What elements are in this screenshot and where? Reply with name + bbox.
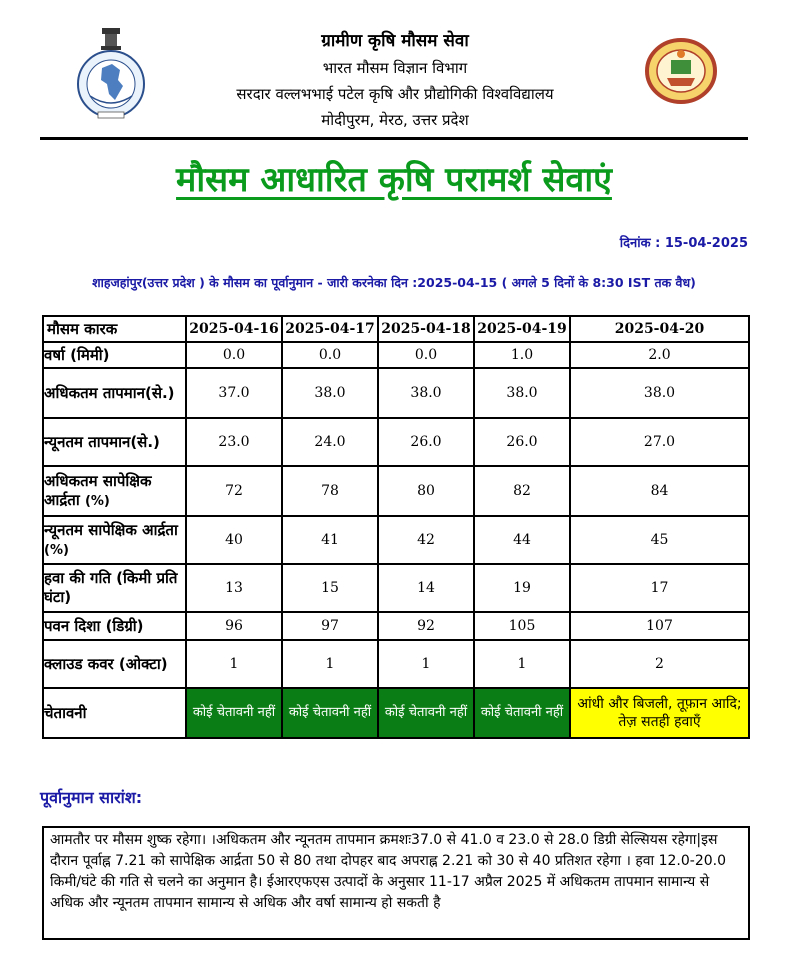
table-cell: 0.0 [186, 342, 282, 368]
table-cell: 1 [378, 640, 474, 688]
row-label: न्यूनतम तापमान(से.) [43, 418, 186, 466]
row-label: वर्षा (मिमी) [43, 342, 186, 368]
table-cell: 97 [282, 612, 378, 640]
row-label: अधिकतम तापमान(से.) [43, 368, 186, 418]
table-cell: 45 [570, 516, 749, 564]
table-row-rainfall [43, 342, 749, 368]
table-cell: 26.0 [474, 418, 570, 466]
imd-logo [72, 24, 150, 122]
table-cell: 1 [282, 640, 378, 688]
warning-cell-alert: आंधी और बिजली, तूफ़ान आदि; तेज़ सतही हवाएँ [570, 688, 749, 738]
header-divider [40, 137, 748, 140]
row-label [43, 516, 186, 564]
header-cell-date: 2025-04-20 [570, 316, 749, 342]
table-cell: 38.0 [378, 368, 474, 418]
table-cell: 13 [186, 564, 282, 612]
table-cell: 19 [474, 564, 570, 612]
warning-cell-none: कोई चेतावनी नहीं [378, 688, 474, 738]
header-location: मोदीपुरम, मेरठ, उत्तर प्रदेश [321, 111, 469, 129]
table-cell: 82 [474, 466, 570, 516]
university-logo [645, 38, 717, 104]
summary-title: पूर्वानुमान सारांश: [40, 788, 143, 807]
row-label: चेतावनी [43, 688, 186, 738]
table-row-wind-speed [43, 564, 749, 612]
table-cell: 27.0 [570, 418, 749, 466]
table-row-max-temp [43, 368, 749, 418]
table-cell: 2.0 [570, 342, 749, 368]
row-label-unit: (%) [44, 542, 69, 558]
table-cell: 96 [186, 612, 282, 640]
row-label-text: न्यूनतम सापेक्षिक आर्द्रता [44, 520, 178, 539]
table-cell: 23.0 [186, 418, 282, 466]
table-cell: 1.0 [474, 342, 570, 368]
header-cell-date: 2025-04-19 [474, 316, 570, 342]
table-row-wind-direction [43, 612, 749, 640]
forecast-table [42, 315, 750, 739]
table-cell: 107 [570, 612, 749, 640]
table-cell: 105 [474, 612, 570, 640]
header-university: सरदार वल्लभभाई पटेल कृषि और प्रौद्योगिकी विश्वविद्यालय [236, 85, 554, 103]
table-cell: 44 [474, 516, 570, 564]
row-label: हवा की गति (किमी प्रति घंटा) [43, 564, 186, 612]
page-title: मौसम आधारित कृषि परामर्श सेवाएं [176, 160, 612, 200]
table-cell: 38.0 [474, 368, 570, 418]
table-cell: 78 [282, 466, 378, 516]
table-cell: 38.0 [570, 368, 749, 418]
table-cell: 92 [378, 612, 474, 640]
table-row-cloud-cover [43, 640, 749, 688]
table-cell: 41 [282, 516, 378, 564]
table-cell: 26.0 [378, 418, 474, 466]
header-cell-date: 2025-04-17 [282, 316, 378, 342]
header-cell-date: 2025-04-16 [186, 316, 282, 342]
table-cell: 0.0 [378, 342, 474, 368]
table-cell: 80 [378, 466, 474, 516]
table-cell: 37.0 [186, 368, 282, 418]
table-cell: 24.0 [282, 418, 378, 466]
header-cell-parameter: मौसम कारक [43, 316, 186, 342]
forecast-subtitle: शाहजहांपुर(उत्तर प्रदेश ) के मौसम का पूर्वानुमान - जारी करनेका दिन :2025-04-15 ( अगले 5 दिनों के 8:30 IST तक वैध) [92, 275, 696, 290]
warning-cell-none: कोई चेतावनी नहीं [186, 688, 282, 738]
row-label: क्लाउड कवर (ओक्टा) [43, 640, 186, 688]
row-label [43, 466, 186, 516]
row-label: पवन दिशा (डिग्री) [43, 612, 186, 640]
table-cell: 1 [186, 640, 282, 688]
table-header-row [43, 316, 749, 342]
table-row-min-temp [43, 418, 749, 466]
table-cell: 0.0 [282, 342, 378, 368]
issue-date: दिनांक : 15-04-2025 [619, 236, 748, 251]
table-cell: 15 [282, 564, 378, 612]
table-cell: 84 [570, 466, 749, 516]
header-cell-date: 2025-04-18 [378, 316, 474, 342]
table-cell: 2 [570, 640, 749, 688]
row-label-text: अधिकतम सापेक्षिक आर्द्रता [44, 471, 152, 509]
table-cell: 38.0 [282, 368, 378, 418]
table-cell: 42 [378, 516, 474, 564]
table-cell: 14 [378, 564, 474, 612]
table-cell: 40 [186, 516, 282, 564]
summary-box: आमतौर पर मौसम शुष्क रहेगा। ।अधिकतम और न्यूनतम तापमान क्रमशः37.0 से 41.0 व 23.0 से 28.0 डिग्री सेल्सियस रहेगा|इस दौरान पूर्वाह्न 7.21 को सापेक्षिक आर्द्रता 50 से 80 तथा दोपहर बाद अपराह्न 2.21 को 30 से 40 प्रतिशत रहेगा । हवा 12.0-20.0 किमी/घंटे की गति से चलने का अनुमान है। ईआरएफएस उत्पादों के अनुसार 11-17 अप्रैल 2025 में अधिकतम तापमान सामान्य से अधिक और न्यूनतम तापमान सामान्य से अधिक और वर्षा सामान्य हो सकती है [42, 826, 750, 940]
table-cell: 17 [570, 564, 749, 612]
table-cell: 72 [186, 466, 282, 516]
row-label-unit: (%) [84, 493, 110, 509]
table-cell: 1 [474, 640, 570, 688]
header-department: भारत मौसम विज्ञान विभाग [322, 59, 468, 77]
header-title: ग्रामीण कृषि मौसम सेवा [321, 31, 469, 51]
table-row-max-rh [43, 466, 749, 516]
warning-cell-none: कोई चेतावनी नहीं [282, 688, 378, 738]
table-row-warning [43, 688, 749, 738]
table-row-min-rh [43, 516, 749, 564]
warning-cell-none: कोई चेतावनी नहीं [474, 688, 570, 738]
